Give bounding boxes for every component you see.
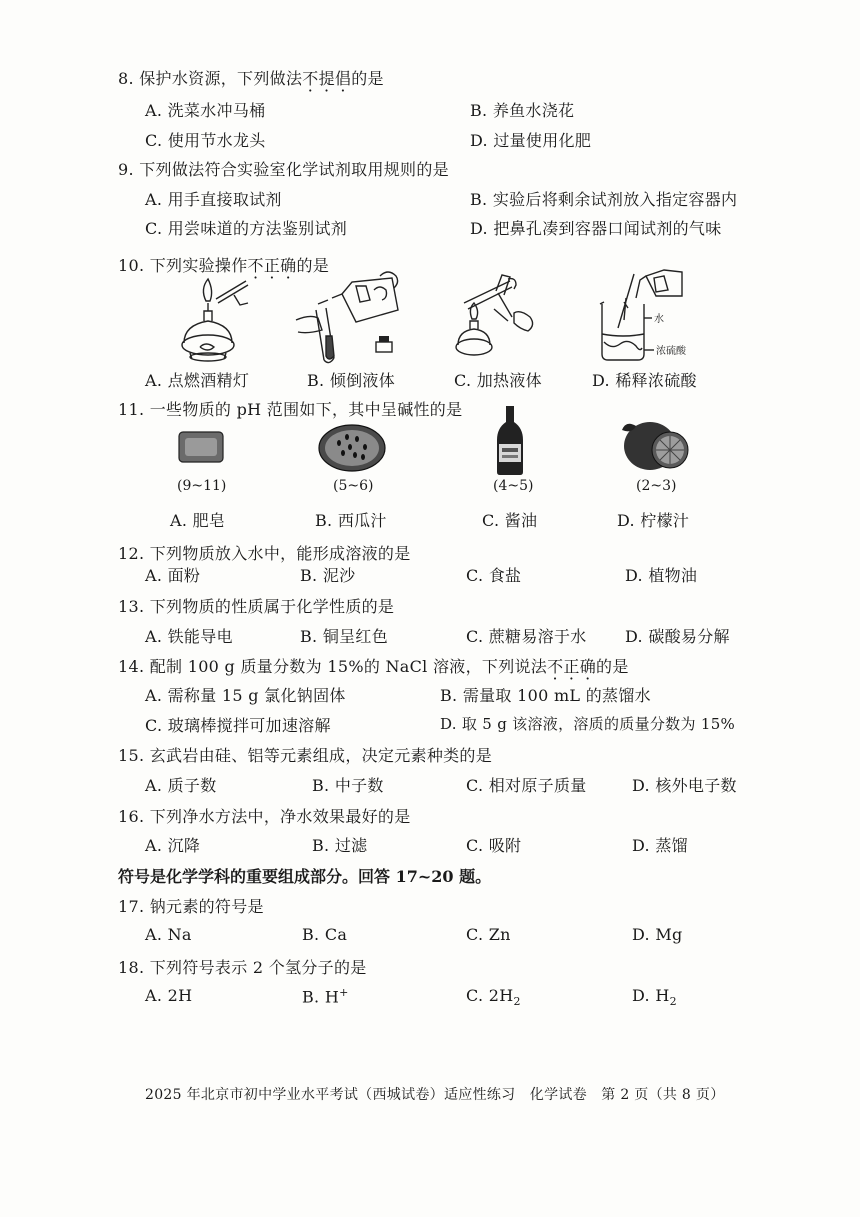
- ph-range-soy-sauce: (4~5): [493, 478, 534, 494]
- q18-option-b: B. H+: [302, 986, 349, 1007]
- emphasis-char: 确: [280, 256, 297, 275]
- question-17: 17. 钠元素的符号是: [118, 897, 264, 916]
- q17-option-a: A. Na: [145, 925, 192, 944]
- q14-option-c: C. 玻璃棒搅拌可加速溶解: [145, 716, 331, 735]
- q8-option-d: D. 过量使用化肥: [470, 131, 592, 150]
- lemon-image: [620, 420, 690, 472]
- q9-option-c: C. 用尝味道的方法鉴别试剂: [145, 219, 348, 238]
- q13-option-d: D. 碳酸易分解: [625, 627, 730, 646]
- q13-option-a: A. 铁能导电: [145, 627, 233, 646]
- heating-liquid-illustration: [450, 273, 545, 363]
- q13-option-b: B. 铜呈红色: [300, 627, 389, 646]
- q11-option-c: C. 酱油: [482, 511, 538, 530]
- q9-option-d: D. 把鼻孔凑到容器口闻试剂的气味: [470, 219, 722, 238]
- question-9: 9. 下列做法符合实验室化学试剂取用规则的是: [118, 160, 449, 179]
- soy-sauce-bottle-image: [493, 404, 527, 476]
- q10-option-d: D. 稀释浓硫酸: [592, 371, 697, 390]
- emphasis-char: 不: [247, 256, 264, 275]
- alcohol-lamp-lighting-illustration: [170, 275, 260, 365]
- question-11: 11. 一些物质的 pH 范围如下，其中呈碱性的是: [118, 400, 463, 419]
- q13-option-c: C. 蔗糖易溶于水: [466, 627, 587, 646]
- ph-range-lemon: (2~3): [636, 478, 677, 494]
- q15-option-a: A. 质子数: [145, 776, 217, 795]
- question-18: 18. 下列符号表示 2 个氢分子的是: [118, 958, 367, 977]
- label-water: 水: [654, 314, 664, 325]
- q14-option-d: D. 取 5 g 该溶液，溶质的质量分数为 15%: [440, 715, 736, 733]
- emphasis-char: 不: [302, 69, 319, 88]
- watermelon-image: [317, 423, 387, 473]
- q17-option-c: C. Zn: [466, 925, 511, 944]
- q8-option-c: C. 使用节水龙头: [145, 131, 266, 150]
- q9-option-b: B. 实验后将剩余试剂放入指定容器内: [470, 190, 738, 209]
- question-16: 16. 下列净水方法中，净水效果最好的是: [118, 807, 411, 826]
- page-footer: 2025 年北京市初中学业水平考试（西城试卷）适应性练习 化学试卷 第 2 页（共 8 页）: [145, 1087, 725, 1103]
- emphasis-char: 不: [547, 657, 564, 676]
- q16-option-b: B. 过滤: [312, 836, 368, 855]
- q15-option-b: B. 中子数: [312, 776, 384, 795]
- q16-option-c: C. 吸附: [466, 836, 522, 855]
- section-heading: 符号是化学学科的重要组成部分。回答 17~20 题。: [118, 867, 492, 886]
- q18-option-d: D. $H_2$: [632, 986, 677, 1009]
- q17-option-d: D. Mg: [632, 925, 683, 944]
- emphasis-char: 倡: [334, 69, 352, 88]
- q17-option-b: B. Ca: [302, 925, 348, 944]
- question-8: 8. 保护水资源，下列做法不提倡的是: [118, 69, 384, 88]
- q10-option-b: B. 倾倒液体: [307, 371, 396, 390]
- q8-option-a: A. 洗菜水冲马桶: [145, 101, 266, 120]
- q14-option-b: B. 需量取 100 mL 的蒸馏水: [440, 686, 651, 705]
- question-15: 15. 玄武岩由硅、铝等元素组成，决定元素种类的是: [118, 746, 493, 765]
- ph-range-soap: (9~11): [177, 478, 227, 494]
- q12-option-c: C. 食盐: [466, 566, 522, 585]
- q10-option-c: C. 加热液体: [454, 371, 542, 390]
- pouring-liquid-illustration: [296, 270, 406, 360]
- q14-option-a: A. 需称量 15 g 氯化钠固体: [145, 686, 346, 705]
- question-14: 14. 配制 100 g 质量分数为 15%的 NaCl 溶液，下列说法不正确的是: [118, 657, 629, 676]
- q16-option-a: A. 沉降: [145, 836, 201, 855]
- emphasis-char: 提: [318, 69, 335, 88]
- q11-option-a: A. 肥皂: [170, 511, 226, 530]
- question-10: 10. 下列实验操作不正确的是: [118, 256, 330, 275]
- q9-option-a: A. 用手直接取试剂: [145, 190, 282, 209]
- ph-range-watermelon: (5~6): [333, 478, 374, 494]
- q16-option-d: D. 蒸馏: [632, 836, 688, 855]
- emphasis-char: 确: [579, 657, 597, 676]
- q8-option-b: B. 养鱼水浇花: [470, 101, 575, 120]
- emphasis-char: 正: [263, 256, 281, 275]
- q11-option-b: B. 西瓜汁: [315, 511, 387, 530]
- q12-option-b: B. 泥沙: [300, 566, 356, 585]
- question-12: 12. 下列物质放入水中，能形成溶液的是: [118, 544, 411, 563]
- diluting-sulfuric-acid-illustration: [598, 268, 698, 363]
- q12-option-d: D. 植物油: [625, 566, 698, 585]
- q18-option-a: A. 2H: [145, 986, 193, 1005]
- emphasis-char: 正: [563, 657, 580, 676]
- q11-option-d: D. 柠檬汁: [617, 511, 690, 530]
- q18-option-c: C. $2H_2$: [466, 986, 521, 1009]
- q10-option-a: A. 点燃酒精灯: [145, 371, 250, 390]
- question-13: 13. 下列物质的性质属于化学性质的是: [118, 597, 395, 616]
- q12-option-a: A. 面粉: [145, 566, 201, 585]
- q15-option-d: D. 核外电子数: [632, 776, 737, 795]
- label-concentrated-sulfuric-acid: 浓硫酸: [656, 346, 686, 357]
- soap-image: [178, 430, 224, 464]
- q15-option-c: C. 相对原子质量: [466, 776, 587, 795]
